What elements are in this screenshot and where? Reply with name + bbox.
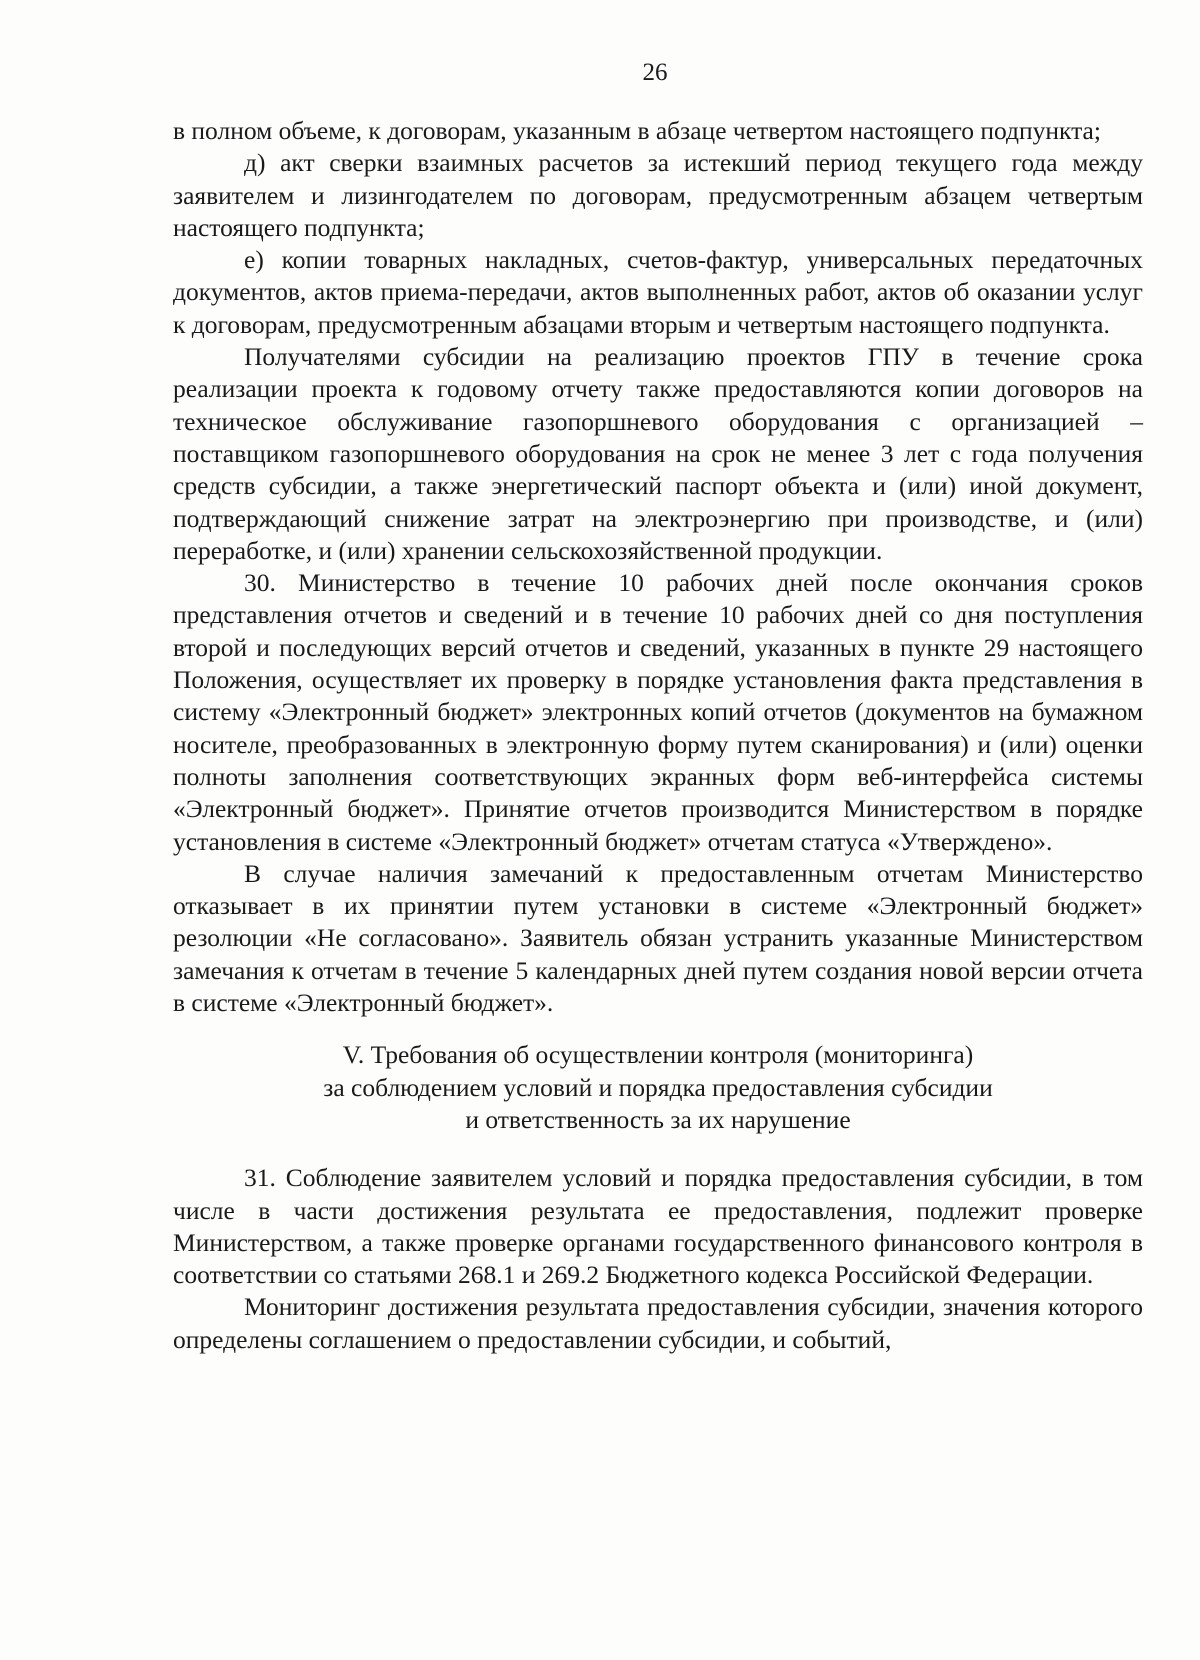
paragraph-monitoring: Мониторинг достижения результата предоставления субсидии, значения которого определены соглашением о предоставлении субсидии, и событий, (173, 1292, 1143, 1354)
paragraph-gpu-recipients: Получателями субсидии на реализацию проектов ГПУ в течение срока реализации проекта к годовому отчету также предоставляются копии договоров на техническое обслуживание газопоршневого оборудования с организацией – поставщиком газопоршневого оборудования на срок не менее 3 лет с года получения средств субсидии, а также энергетический паспорт объекта и (или) иной документ, подтверждающий снижение затрат на электроэнергию при производстве, и (или) переработке, и (или) хранении сельскохозяйственной продукции. (173, 342, 1143, 565)
section-heading (173, 1039, 1143, 1136)
section-heading-line-1: V. Требования об осуществлении контроля (мониторинга) (342, 1040, 974, 1070)
paragraph-clause-30: 30. Министерство в течение 10 рабочих дней после окончания сроков представления отчетов и сведений и в течение 10 рабочих дней со дня поступления второй и последующих версий отчетов и сведений, указанных в пункте 29 настоящего Положения, осуществляет их проверку в порядке установления факта представления в систему «Электронный бюджет» электронных копий отчетов (документов на бумажном носителе, преобразованных в электронную форму путем сканирования) и (или) оценки полноты заполнения соответствующих экранных форм веб-интерфейса системы «Электронный бюджет». Принятие отчетов производится Министерством в порядке установления в системе «Электронный бюджет» отчетам статуса «Утверждено». (173, 568, 1143, 856)
paragraph-item-e: е) копии товарных накладных, счетов-фактур, универсальных передаточных документов, актов приема-передачи, актов выполненных работ, актов об оказании услуг к договорам, предусмотренным абзацами вторым и четвертым настоящего подпункта. (173, 245, 1143, 339)
paragraph-clause-31: 31. Соблюдение заявителем условий и порядка предоставления субсидии, в том числе в части достижения результата ее предоставления, подлежит проверке Министерством, а также проверке органами государственного финансового контроля в соответствии со статьями 268.1 и 269.2 Бюджетного кодекса Российской Федерации. (173, 1163, 1143, 1290)
section-heading-line-3: и ответственность за их нарушение (465, 1104, 851, 1134)
section-heading-line-2: за соблюдением условий и порядка предоставления субсидии (323, 1072, 993, 1102)
page-number: 26 (642, 59, 668, 86)
paragraph-remarks: В случае наличия замечаний к предоставленным отчетам Министерство отказывает в их принятии путем установки в системе «Электронный бюджет» резолюции «Не согласовано». Заявитель обязан устранить указанные Министерством замечания к отчетам в течение 5 календарных дней путем создания новой версии отчета в системе «Электронный бюджет». (173, 858, 1143, 1018)
paragraph-continuation: в полном объеме, к договорам, указанным в абзаце четвертом настоящего подпункта; (173, 116, 1101, 145)
document-body (173, 115, 1143, 1356)
paragraph-item-d: д) акт сверки взаимных расчетов за истекший период текущего года между заявителем и лизингодателем по договорам, предусмотренным абзацем четвертым настоящего подпункта; (173, 148, 1143, 242)
